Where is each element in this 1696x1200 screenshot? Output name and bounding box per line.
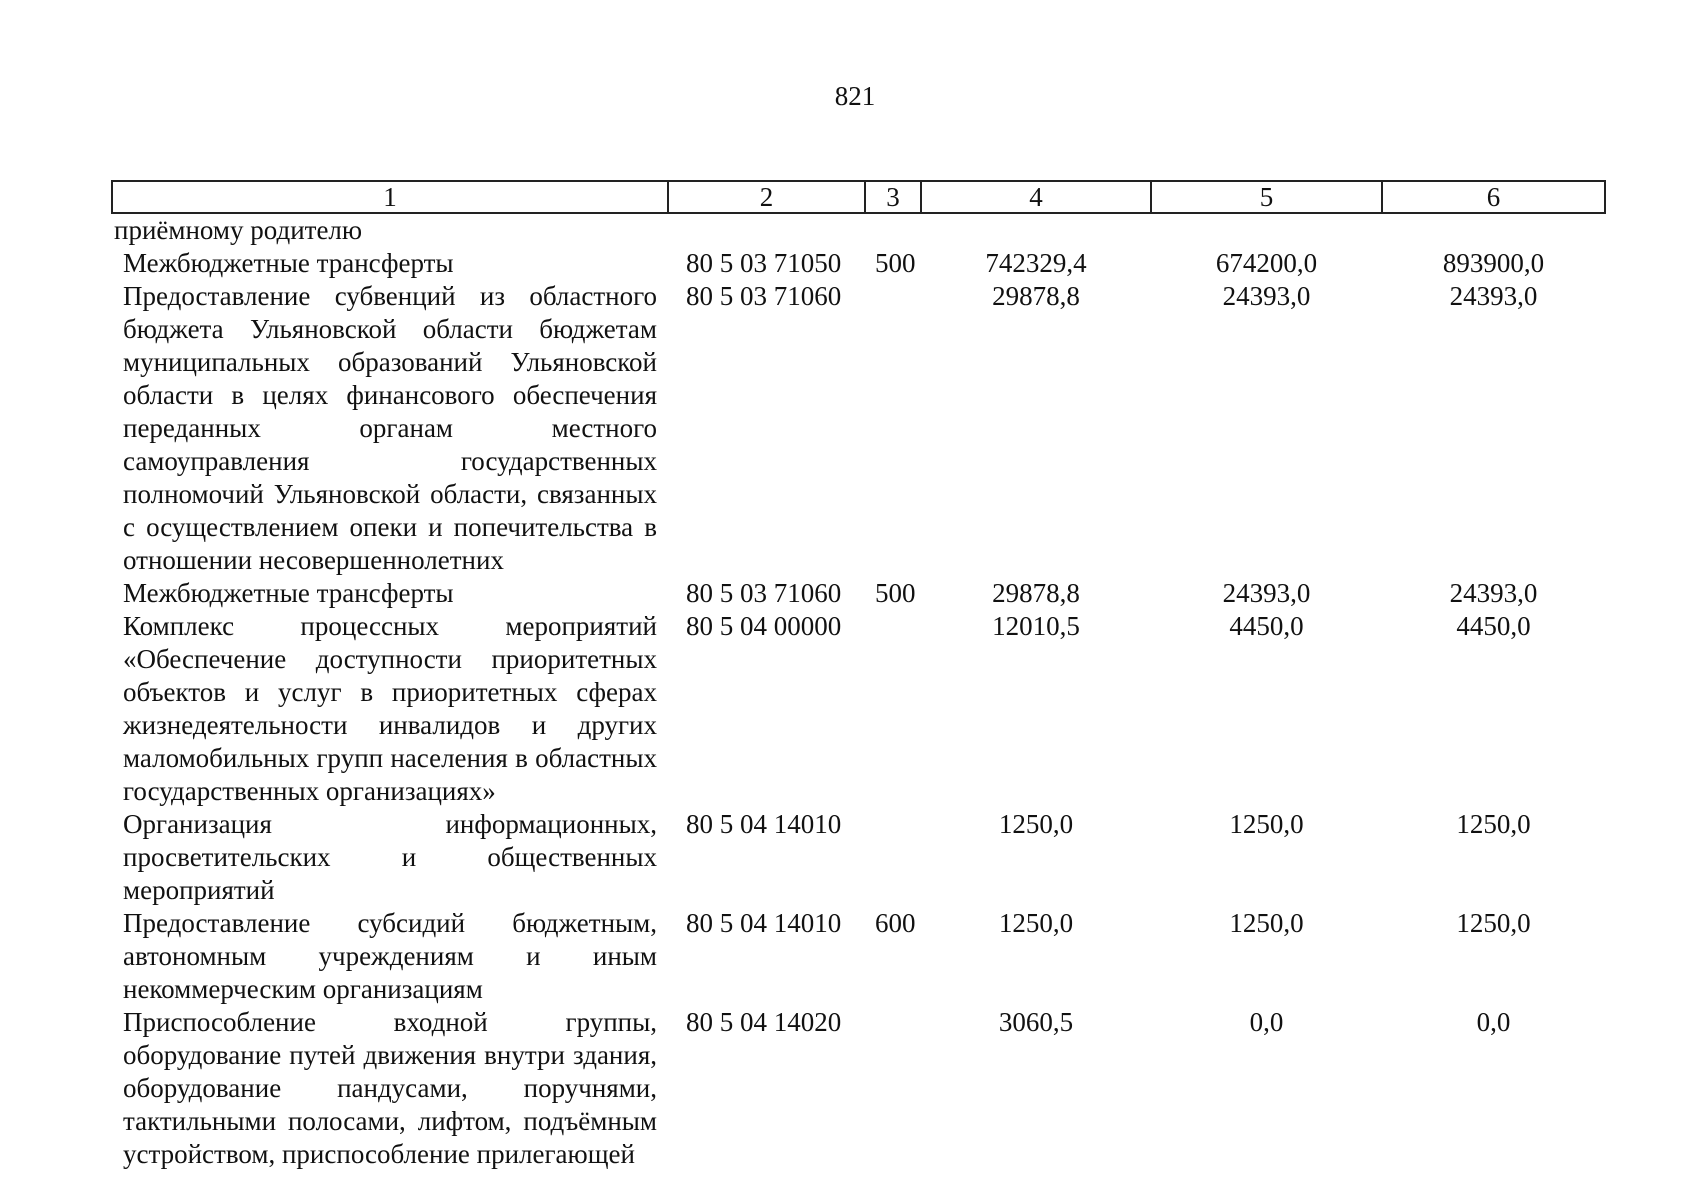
row-type (865, 280, 921, 577)
row-name: Приспособление входной группы, оборудование путей движения внутри здания, оборудование пандусами, поручнями, тактильными полосами, лифтом, подъёмным устройством, приспособление прилегающей (123, 1007, 657, 1169)
row-code: 80 5 03 71060 (686, 578, 842, 608)
row-value-col4: 1250,0 (998, 908, 1074, 938)
table-row (112, 1006, 1605, 1171)
column-header-3: 3 (865, 181, 921, 213)
row-value-col4: 29878,8 (992, 281, 1080, 311)
row-value-col5: 24393,0 (1222, 281, 1311, 311)
row-value-col5: 24393,0 (1222, 578, 1311, 608)
column-header-5: 5 (1151, 181, 1382, 213)
row-code (668, 213, 865, 247)
row-type: 500 (875, 578, 916, 608)
row-value-col5: 0,0 (1249, 1007, 1284, 1037)
row-name: Межбюджетные трансферты (123, 578, 454, 608)
table-row (112, 280, 1605, 577)
table-row (112, 247, 1605, 280)
column-header-4: 4 (921, 181, 1151, 213)
row-value-col4: 1250,0 (998, 809, 1074, 839)
row-code: 80 5 04 00000 (686, 611, 842, 641)
row-value-col6: 24393,0 (1449, 281, 1538, 311)
table-header-row (112, 181, 1605, 213)
row-type (865, 808, 921, 907)
row-name: Организация информационных, просветительских и общественных мероприятий (123, 809, 657, 905)
column-header-6: 6 (1382, 181, 1605, 213)
table-row (112, 907, 1605, 1006)
row-value-col6: 893900,0 (1442, 248, 1545, 278)
row-name: Межбюджетные трансферты (123, 248, 454, 278)
row-value-col6: 4450,0 (1456, 611, 1531, 641)
column-header-2: 2 (668, 181, 865, 213)
row-type (865, 610, 921, 808)
row-code: 80 5 04 14020 (686, 1007, 842, 1037)
row-value-col6 (1382, 213, 1605, 247)
row-type: 500 (875, 248, 916, 278)
budget-table (111, 180, 1606, 1171)
table-row (112, 213, 1605, 247)
row-value-col5: 1250,0 (1229, 908, 1304, 938)
row-type (865, 213, 921, 247)
row-value-col4: 3060,5 (998, 1007, 1074, 1037)
row-value-col6: 1250,0 (1456, 908, 1531, 938)
table-row (112, 808, 1605, 907)
table-row (112, 577, 1605, 610)
row-type (865, 1006, 921, 1171)
row-type: 600 (875, 908, 916, 938)
row-value-col5 (1151, 213, 1382, 247)
column-header-1: 1 (112, 181, 668, 213)
table-row (112, 610, 1605, 808)
row-value-col5: 1250,0 (1229, 809, 1304, 839)
row-name: Предоставление субвенций из областного бюджета Ульяновской области бюджетам муниципальных образований Ульяновской области в целях финансового обеспечения переданных органам местного самоуправления государственных полномочий Ульяновской области, связанных с осуществлением опеки и попечительства в отношении несовершеннолетних (123, 281, 657, 575)
row-value-col4 (921, 213, 1151, 247)
row-value-col5: 4450,0 (1229, 611, 1304, 641)
row-value-col5: 674200,0 (1215, 248, 1318, 278)
page-number: 821 (834, 81, 876, 111)
row-name: Предоставление субсидий бюджетным, автономным учреждениям и иным некоммерческим организациям (123, 908, 657, 1004)
row-code: 80 5 03 71060 (686, 281, 842, 311)
row-code: 80 5 04 14010 (686, 908, 842, 938)
row-value-col6: 0,0 (1476, 1007, 1511, 1037)
row-value-col6: 24393,0 (1449, 578, 1538, 608)
row-code: 80 5 03 71050 (686, 248, 842, 278)
row-value-col4: 29878,8 (992, 578, 1080, 608)
row-value-col4: 12010,5 (992, 611, 1080, 641)
row-value-col6: 1250,0 (1456, 809, 1531, 839)
row-name: Комплекс процессных мероприятий «Обеспечение доступности приоритетных объектов и услуг в приоритетных сферах жизнедеятельности инвалидов и других маломобильных групп населения в областных государственных организациях» (123, 611, 657, 806)
row-name: приёмному родителю (114, 215, 363, 245)
row-value-col4: 742329,4 (985, 248, 1087, 278)
row-code: 80 5 04 14010 (686, 809, 842, 839)
